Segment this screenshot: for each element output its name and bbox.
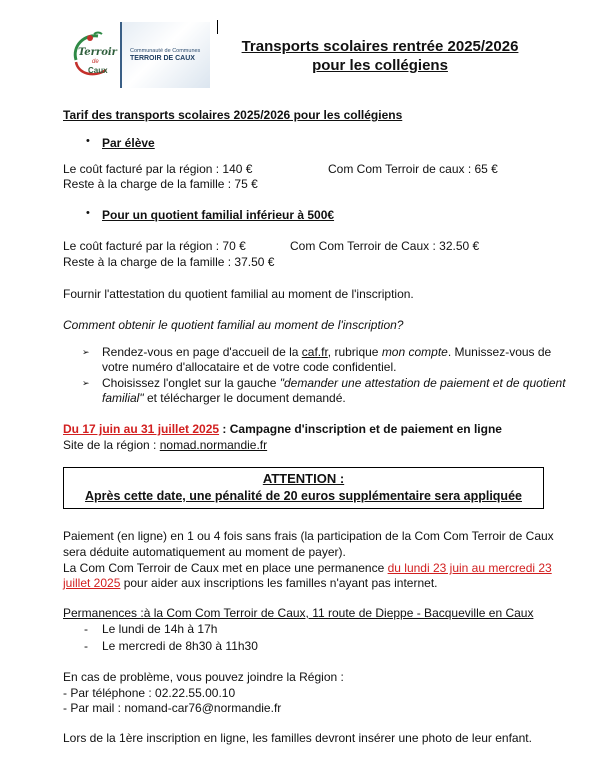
- terroir-de-caux-logo: [68, 22, 208, 88]
- permanence-monday: Le lundi de 14h à 17h: [102, 622, 218, 636]
- logo-text-terroir: Terroir: [78, 47, 117, 58]
- par-eleve-heading: Par élève: [102, 136, 155, 150]
- logo-text-caux: Caux: [88, 66, 108, 75]
- page-title-line1: Transports scolaires rentrée 2025/2026: [241, 38, 519, 55]
- contact-intro: En cas de problème, vous pouvez joindre la Région :: [63, 670, 344, 684]
- step-1-text-b: , rubrique: [327, 345, 382, 359]
- comcom-logo-panel: [120, 22, 210, 88]
- arrow-bullet-icon: ➢: [82, 378, 90, 388]
- par-eleve-region-cost: Le coût facturé par la région : 140 €: [63, 162, 253, 176]
- arrow-bullet-icon: ➢: [82, 347, 90, 357]
- permanences-heading: Permanences :à la Com Com Terroir de Caux, 11 route de Dieppe - Bacqueville en Caux: [63, 606, 534, 620]
- step-1-italic: mon compte: [381, 345, 448, 359]
- logo-text-terroir-de-caux: TERROIR DE CAUX: [130, 55, 195, 62]
- permanence-text-a: La Com Com Terroir de Caux met en place une permanence: [63, 561, 388, 575]
- footer-note: Lors de la 1ère inscription en ligne, les familles devront insérer une photo de leur enfant.: [63, 731, 532, 745]
- step-2-italic-2: familial": [102, 391, 144, 405]
- quotient-question: Comment obtenir le quotient familial au moment de l'inscription?: [63, 318, 404, 332]
- step-2-line-2: [102, 391, 346, 405]
- par-eleve-family-cost: Reste à la charge de la famille : 75 €: [63, 177, 258, 191]
- logo-text-communaute: Communauté de Communes: [130, 48, 201, 54]
- terroir-logo-mark: [68, 30, 120, 82]
- attention-title: ATTENTION :: [262, 471, 345, 486]
- section-heading: Tarif des transports scolaires 2025/2026 pour les collégiens: [63, 108, 403, 122]
- permanence-line-1: [63, 561, 552, 575]
- payment-line-1: Paiement (en ligne) en 1 ou 4 fois sans frais (la participation de la Com Com Terroir de Caux: [63, 529, 554, 543]
- permanence-line-2: [63, 576, 438, 590]
- quotient-family-cost: Reste à la charge de la famille : 37.50 €: [63, 255, 275, 269]
- step-2-text-b: et télécharger le document demandé.: [143, 391, 346, 405]
- contact-phone: - Par téléphone : 02.22.55.00.10: [63, 686, 236, 700]
- text-cursor: [217, 20, 218, 34]
- quotient-comcom-cost: Com Com Terroir de Caux : 32.50 €: [290, 239, 480, 253]
- step-2-italic-1: "demander une attestation de paiement et de quotient: [279, 376, 566, 390]
- dash-bullet-icon: -: [84, 639, 88, 653]
- attestation-note: Fournir l'attestation du quotient familial au moment de l'inscription.: [63, 287, 414, 301]
- campaign-dates: Du 17 juin au 31 juillet 2025: [63, 422, 220, 436]
- step-2-line-1: [102, 376, 566, 390]
- caf-link[interactable]: caf.fr: [301, 345, 328, 359]
- attention-text: Après cette date, une pénalité de 20 euros supplémentaire sera appliquée: [85, 489, 522, 503]
- step-1-line-1: [102, 345, 551, 359]
- step-1-text-c: . Munissez-vous de: [447, 345, 552, 359]
- step-2-text-a: Choisissez l'onglet sur la gauche: [102, 376, 280, 390]
- attention-box: [63, 467, 544, 509]
- region-site-label: Site de la région :: [63, 438, 160, 452]
- nomad-link[interactable]: nomad.normandie.fr: [159, 438, 268, 452]
- logo-text-de: de: [92, 59, 99, 65]
- contact-mail: - Par mail : nomand-car76@normandie.fr: [63, 701, 282, 715]
- permanence-wednesday: Le mercredi de 8h30 à 11h30: [102, 639, 258, 653]
- step-1-line-2: votre numéro d'allocataire et de votre code confidentiel.: [102, 360, 397, 374]
- permanence-text-b: pour aider aux inscriptions les familles n'ayant pas internet.: [120, 576, 438, 590]
- page-title-line2: pour les collégiens: [312, 57, 448, 74]
- campaign-line: [63, 422, 502, 436]
- bullet-dot-icon: •: [86, 135, 90, 147]
- dash-bullet-icon: -: [84, 622, 88, 636]
- par-eleve-comcom-cost: Com Com Terroir de caux : 65 €: [328, 162, 498, 176]
- payment-line-2: sera déduite automatiquement au moment de payer).: [63, 545, 346, 559]
- quotient-heading: Pour un quotient familial inférieur à 500€: [102, 208, 335, 222]
- region-site-line: [63, 438, 267, 452]
- permanence-dates-b: juillet 2025: [63, 576, 121, 590]
- permanence-dates-a: du lundi 23 juin au mercredi 23: [387, 561, 552, 575]
- bullet-dot-icon: •: [86, 207, 90, 219]
- step-1-text-a: Rendez-vous en page d'accueil de la: [102, 345, 302, 359]
- quotient-region-cost: Le coût facturé par la région : 70 €: [63, 239, 246, 253]
- campaign-text: : Campagne d'inscription et de paiement en ligne: [219, 422, 502, 436]
